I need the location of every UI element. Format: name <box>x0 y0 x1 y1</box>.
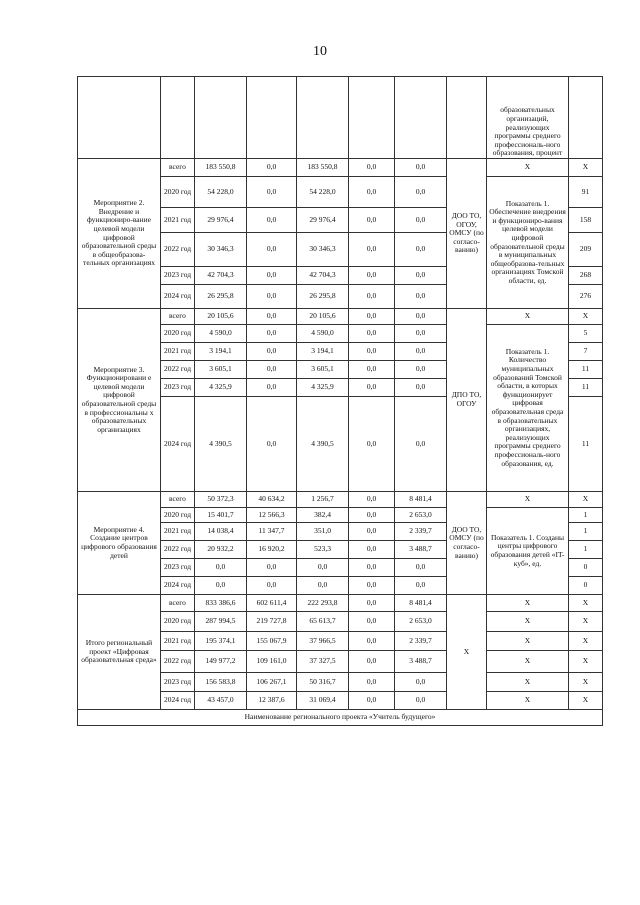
amount-cell: 42 704,3 <box>297 267 349 285</box>
table-row <box>78 595 603 612</box>
year-cell: 2021 год <box>161 208 195 233</box>
year-cell: 2024 год <box>161 397 195 492</box>
indicator-value-cell: 268 <box>569 267 603 285</box>
amount-cell: 382,4 <box>297 508 349 523</box>
indicator-x-cell: X <box>487 612 569 632</box>
indicator-x-cell: X <box>487 309 569 325</box>
amount-cell: 14 038,4 <box>195 523 247 541</box>
amount-cell: 4 325,9 <box>297 379 349 397</box>
indicator-x-cell: X <box>487 673 569 692</box>
table-row <box>78 159 603 177</box>
amount-cell: 0,0 <box>247 343 297 361</box>
amount-cell: 106 267,1 <box>247 673 297 692</box>
amount-cell: 0,0 <box>195 577 247 595</box>
amount-cell: 0,0 <box>247 177 297 208</box>
activity-name-cell: Мероприятие 2. Внедрение и функциониро-вание целевой модели цифровой образовательной среды в общеобразова-тельных организациях <box>78 159 161 309</box>
year-cell: всего <box>161 492 195 508</box>
amount-cell: 0,0 <box>349 309 395 325</box>
amount-cell: 30 346,3 <box>297 233 349 267</box>
amount-cell: 54 228,0 <box>195 177 247 208</box>
amount-cell: 222 293,8 <box>297 595 349 612</box>
amount-cell: 54 228,0 <box>297 177 349 208</box>
amount-cell: 37 327,5 <box>297 651 349 673</box>
indicator-cell: образовательных организаций, реализующих программы среднего профессиональ-ного образования, процент <box>487 77 569 159</box>
amount-cell: 15 401,7 <box>195 508 247 523</box>
amount-cell: 2 653,0 <box>395 612 447 632</box>
amount-cell: 0,0 <box>349 492 395 508</box>
cell <box>447 77 487 159</box>
amount-cell: 287 994,5 <box>195 612 247 632</box>
amount-cell: 195 374,1 <box>195 632 247 651</box>
indicator-cell: Показатель 1. Обеспечение внедрения и функциониро-вания целевой модели цифровой образовательной среды в муниципальных общеобразова-тельных организациях Томской области, ед. <box>487 177 569 309</box>
amount-cell: 0,0 <box>247 361 297 379</box>
amount-cell: 0,0 <box>349 595 395 612</box>
year-cell: 2020 год <box>161 325 195 343</box>
indicator-x-cell: X <box>487 632 569 651</box>
activity-name-cell: Мероприятие 4. Создание центров цифрового образования детей <box>78 492 161 595</box>
amount-cell: 42 704,3 <box>195 267 247 285</box>
amount-cell: 16 920,2 <box>247 541 297 559</box>
year-cell: всего <box>161 159 195 177</box>
amount-cell: 4 590,0 <box>195 325 247 343</box>
amount-cell: 26 295,8 <box>195 285 247 309</box>
page-number: 10 <box>313 44 327 59</box>
amount-cell: 40 634,2 <box>247 492 297 508</box>
amount-cell: 0,0 <box>349 343 395 361</box>
amount-cell: 523,3 <box>297 541 349 559</box>
indicator-value-cell: 91 <box>569 177 603 208</box>
table-row <box>78 309 603 325</box>
indicator-value-cell: 0 <box>569 559 603 577</box>
amount-cell: 8 481,4 <box>395 595 447 612</box>
indicator-value-cell: X <box>569 612 603 632</box>
amount-cell: 20 105,6 <box>195 309 247 325</box>
amount-cell: 0,0 <box>349 523 395 541</box>
indicator-cell: Показатель 1. Созданы центры цифрового образования детей «IT-куб», ед. <box>487 508 569 595</box>
amount-cell: 149 977,2 <box>195 651 247 673</box>
amount-cell: 0,0 <box>395 309 447 325</box>
amount-cell: 37 966,5 <box>297 632 349 651</box>
indicator-value-cell: X <box>569 673 603 692</box>
year-cell: 2022 год <box>161 541 195 559</box>
amount-cell: 4 390,5 <box>297 397 349 492</box>
amount-cell: 0,0 <box>349 159 395 177</box>
indicator-value-cell: 0 <box>569 577 603 595</box>
year-cell: 2021 год <box>161 343 195 361</box>
year-cell: 2024 год <box>161 692 195 710</box>
amount-cell: 8 481,4 <box>395 492 447 508</box>
activity-name-cell: Мероприятие 3. Функционировани е целевой модели цифровой образовательной среды в профессиональны х образовательных организациях <box>78 309 161 492</box>
amount-cell: 2 653,0 <box>395 508 447 523</box>
year-cell: 2023 год <box>161 559 195 577</box>
amount-cell: 0,0 <box>395 673 447 692</box>
indicator-value-cell: X <box>569 632 603 651</box>
amount-cell: 0,0 <box>395 177 447 208</box>
amount-cell: 0,0 <box>395 285 447 309</box>
year-cell: 2020 год <box>161 508 195 523</box>
amount-cell: 0,0 <box>349 651 395 673</box>
year-cell: всего <box>161 595 195 612</box>
amount-cell: 0,0 <box>247 577 297 595</box>
activities-table <box>77 76 603 726</box>
amount-cell: 0,0 <box>349 673 395 692</box>
amount-cell: 0,0 <box>247 208 297 233</box>
amount-cell: 0,0 <box>349 361 395 379</box>
amount-cell: 43 457,0 <box>195 692 247 710</box>
indicator-value-cell: 276 <box>569 285 603 309</box>
amount-cell: 0,0 <box>349 325 395 343</box>
amount-cell: 0,0 <box>247 379 297 397</box>
amount-cell: 3 605,1 <box>297 361 349 379</box>
amount-cell: 351,0 <box>297 523 349 541</box>
amount-cell: 0,0 <box>395 233 447 267</box>
continuation-row <box>78 77 603 159</box>
amount-cell: 156 583,8 <box>195 673 247 692</box>
year-cell: 2021 год <box>161 632 195 651</box>
indicator-x-cell: X <box>487 159 569 177</box>
cell <box>297 77 349 159</box>
amount-cell: 1 256,7 <box>297 492 349 508</box>
performer-cell: ДОО ТО, ОГОУ, ОМСУ (по согласо-ванию) <box>447 159 487 309</box>
performer-cell: ДПО ТО, ОГОУ <box>447 309 487 492</box>
amount-cell: 0,0 <box>395 361 447 379</box>
amount-cell: 0,0 <box>395 379 447 397</box>
amount-cell: 3 605,1 <box>195 361 247 379</box>
indicator-x-cell: X <box>487 651 569 673</box>
amount-cell: 0,0 <box>247 325 297 343</box>
amount-cell: 4 390,5 <box>195 397 247 492</box>
amount-cell: 0,0 <box>297 559 349 577</box>
amount-cell: 0,0 <box>395 159 447 177</box>
project-name-row: Наименование регионального проекта «Учитель будущего» <box>78 710 603 726</box>
amount-cell: 4 325,9 <box>195 379 247 397</box>
amount-cell: 0,0 <box>247 559 297 577</box>
indicator-value-cell: X <box>569 651 603 673</box>
cell <box>247 77 297 159</box>
year-cell: 2020 год <box>161 177 195 208</box>
amount-cell: 0,0 <box>395 208 447 233</box>
amount-cell: 50 372,3 <box>195 492 247 508</box>
indicator-value-cell: 11 <box>569 379 603 397</box>
indicator-x-cell: X <box>487 492 569 508</box>
name-cell <box>78 77 161 159</box>
amount-cell: 0,0 <box>349 632 395 651</box>
amount-cell: 0,0 <box>395 397 447 492</box>
year-cell: 2023 год <box>161 267 195 285</box>
amount-cell: 3 488,7 <box>395 541 447 559</box>
year-cell: 2022 год <box>161 651 195 673</box>
indicator-value-cell: 1 <box>569 508 603 523</box>
amount-cell: 0,0 <box>349 692 395 710</box>
amount-cell: 0,0 <box>247 159 297 177</box>
amount-cell: 29 976,4 <box>297 208 349 233</box>
indicator-value-cell: 209 <box>569 233 603 267</box>
indicator-cell: Показатель 1. Количество муниципальных образований Томской области, в которых функционирует цифровая образовательная среда в образовательных организациях, реализующих программы среднего профессиональ-ного образования, ед. <box>487 325 569 492</box>
indicator-x-cell: X <box>487 692 569 710</box>
amount-cell: 11 347,7 <box>247 523 297 541</box>
amount-cell: 183 550,8 <box>297 159 349 177</box>
indicator-x-cell: X <box>487 595 569 612</box>
amount-cell: 0,0 <box>349 233 395 267</box>
amount-cell: 0,0 <box>349 577 395 595</box>
amount-cell: 833 386,6 <box>195 595 247 612</box>
amount-cell: 31 069,4 <box>297 692 349 710</box>
amount-cell: 0,0 <box>349 285 395 309</box>
cell <box>195 77 247 159</box>
indicator-value-cell: X <box>569 492 603 508</box>
amount-cell: 0,0 <box>297 577 349 595</box>
year-cell: 2024 год <box>161 577 195 595</box>
year-cell: всего <box>161 309 195 325</box>
indicator-value-cell: 5 <box>569 325 603 343</box>
amount-cell: 109 161,0 <box>247 651 297 673</box>
amount-cell: 0,0 <box>195 559 247 577</box>
amount-cell: 0,0 <box>395 692 447 710</box>
table-row <box>78 492 603 508</box>
amount-cell: 0,0 <box>247 233 297 267</box>
amount-cell: 0,0 <box>247 285 297 309</box>
amount-cell: 0,0 <box>247 267 297 285</box>
performer-cell: X <box>447 595 487 710</box>
indicator-value-cell: X <box>569 692 603 710</box>
amount-cell: 0,0 <box>349 508 395 523</box>
amount-cell: 0,0 <box>349 559 395 577</box>
amount-cell: 2 339,7 <box>395 523 447 541</box>
indicator-value-cell: 7 <box>569 343 603 361</box>
year-cell: 2024 год <box>161 285 195 309</box>
indicator-value-cell: 1 <box>569 523 603 541</box>
amount-cell: 0,0 <box>349 208 395 233</box>
amount-cell: 0,0 <box>395 559 447 577</box>
indicator-value-cell: X <box>569 159 603 177</box>
amount-cell: 602 611,4 <box>247 595 297 612</box>
amount-cell: 12 387,6 <box>247 692 297 710</box>
footer-row <box>78 710 603 726</box>
amount-cell: 3 488,7 <box>395 651 447 673</box>
amount-cell: 155 067,9 <box>247 632 297 651</box>
indicator-value-cell: 158 <box>569 208 603 233</box>
year-cell: 2022 год <box>161 233 195 267</box>
amount-cell: 3 194,1 <box>195 343 247 361</box>
amount-cell: 0,0 <box>395 267 447 285</box>
cell <box>569 77 603 159</box>
year-cell: 2020 год <box>161 612 195 632</box>
amount-cell: 29 976,4 <box>195 208 247 233</box>
amount-cell: 30 346,3 <box>195 233 247 267</box>
amount-cell: 0,0 <box>349 612 395 632</box>
amount-cell: 0,0 <box>349 177 395 208</box>
amount-cell: 65 613,7 <box>297 612 349 632</box>
amount-cell: 50 316,7 <box>297 673 349 692</box>
year-cell: 2021 год <box>161 523 195 541</box>
amount-cell: 0,0 <box>247 309 297 325</box>
amount-cell: 12 566,3 <box>247 508 297 523</box>
indicator-value-cell: 11 <box>569 397 603 492</box>
amount-cell: 3 194,1 <box>297 343 349 361</box>
year-cell: 2023 год <box>161 673 195 692</box>
amount-cell: 20 932,2 <box>195 541 247 559</box>
cell <box>395 77 447 159</box>
indicator-value-cell: 11 <box>569 361 603 379</box>
indicator-value-cell: 1 <box>569 541 603 559</box>
amount-cell: 26 295,8 <box>297 285 349 309</box>
amount-cell: 219 727,8 <box>247 612 297 632</box>
amount-cell: 0,0 <box>395 343 447 361</box>
amount-cell: 0,0 <box>247 397 297 492</box>
performer-cell: ДОО ТО, ОМСУ (по согласо-ванию) <box>447 492 487 595</box>
year-cell: 2022 год <box>161 361 195 379</box>
amount-cell: 4 590,0 <box>297 325 349 343</box>
cell <box>349 77 395 159</box>
year-cell <box>161 77 195 159</box>
indicator-value-cell: X <box>569 309 603 325</box>
amount-cell: 20 105,6 <box>297 309 349 325</box>
amount-cell: 0,0 <box>395 325 447 343</box>
indicator-value-cell: X <box>569 595 603 612</box>
year-cell: 2023 год <box>161 379 195 397</box>
amount-cell: 0,0 <box>349 397 395 492</box>
amount-cell: 183 550,8 <box>195 159 247 177</box>
amount-cell: 0,0 <box>349 379 395 397</box>
amount-cell: 2 339,7 <box>395 632 447 651</box>
amount-cell: 0,0 <box>395 577 447 595</box>
amount-cell: 0,0 <box>349 541 395 559</box>
amount-cell: 0,0 <box>349 267 395 285</box>
activity-name-cell: Итого региональный проект «Цифровая образовательная среда» <box>78 595 161 710</box>
